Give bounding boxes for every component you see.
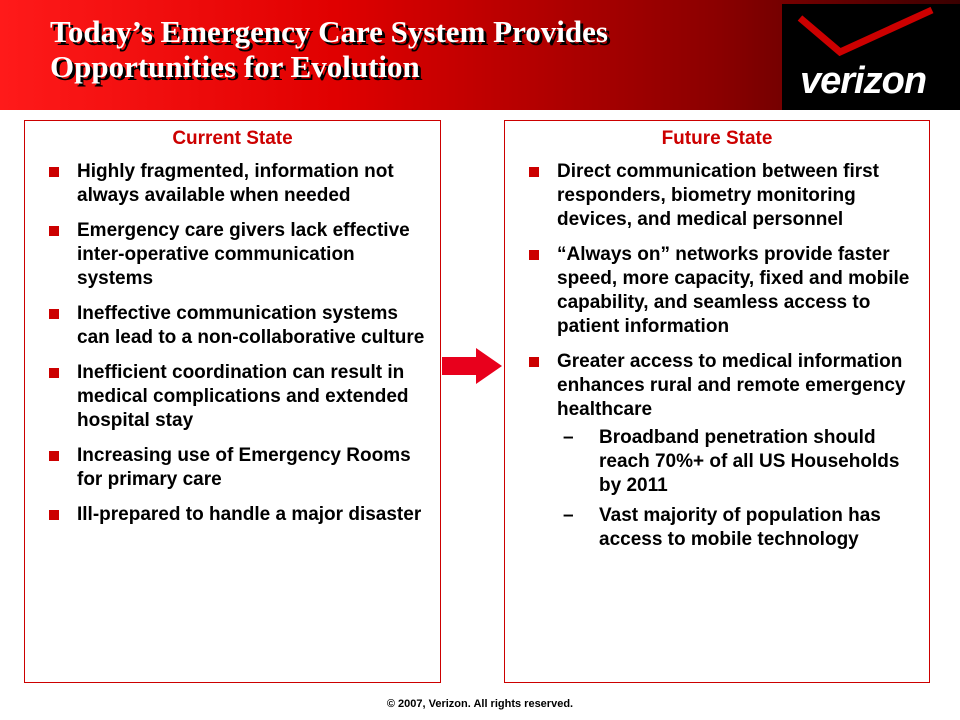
bullet-text: Direct communication between first responders, biometry monitoring devices, and medical personnel — [557, 161, 880, 230]
bullet-square-icon — [529, 357, 539, 367]
bullet-square-icon — [49, 226, 59, 236]
list-item — [505, 160, 929, 232]
sub-bullet-text: Broadband penetration should reach 70%+ of all US Households by 2011 — [599, 427, 900, 496]
bullet-text: Inefficient coordination can result in medical complications and extended hospital stay — [77, 362, 409, 431]
title-line-1: Today’s Emergency Care System Provides — [50, 14, 608, 49]
bullet-square-icon — [49, 167, 59, 177]
copyright-notice: © 2007, Verizon. All rights reserved. — [386, 698, 574, 710]
dash-marker: – — [563, 505, 574, 526]
current-state-list — [25, 160, 440, 527]
bullet-text: “Always on” networks provide faster speed, more capacity, fixed and mobile capability, and seamless access to patient information — [557, 244, 910, 337]
verizon-logo — [782, 4, 960, 110]
bullet-text: Emergency care givers lack effective inter-operative communication systems — [77, 220, 410, 289]
bullet-text: Highly fragmented, information not always available when needed — [77, 161, 394, 206]
title-line-2: Opportunities for Evolution — [50, 49, 420, 84]
future-state-title: Future State — [661, 128, 773, 149]
list-item — [505, 350, 929, 552]
slide-title — [50, 14, 790, 84]
bullet-text: Ineffective communication systems can lead to a non-collaborative culture — [77, 303, 425, 348]
list-item — [25, 444, 440, 492]
sub-list-item — [557, 426, 919, 498]
bullet-text: Ill-prepared to handle a major disaster — [77, 504, 422, 525]
current-state-title: Current State — [172, 128, 293, 149]
list-item — [25, 219, 440, 291]
list-item — [25, 302, 440, 350]
list-item — [25, 361, 440, 433]
list-item — [505, 243, 929, 339]
dash-marker: – — [563, 427, 574, 448]
list-item — [25, 503, 440, 527]
future-state-panel — [504, 120, 930, 683]
bullet-square-icon — [529, 250, 539, 260]
sub-bullet-text: Vast majority of population has access to mobile technology — [599, 505, 881, 550]
current-state-panel — [24, 120, 441, 683]
sub-list — [557, 426, 919, 552]
bullet-square-icon — [49, 309, 59, 319]
list-item — [25, 160, 440, 208]
sub-list-item — [557, 504, 919, 552]
right-arrow-icon — [440, 346, 504, 386]
logo-wordmark: verizon — [800, 60, 927, 102]
bullet-square-icon — [529, 167, 539, 177]
bullet-square-icon — [49, 510, 59, 520]
future-state-list — [505, 160, 929, 552]
bullet-square-icon — [49, 368, 59, 378]
title-banner — [0, 0, 960, 110]
bullet-text: Increasing use of Emergency Rooms for primary care — [77, 445, 411, 490]
bullet-text: Greater access to medical information enhances rural and remote emergency healthcare — [557, 351, 906, 420]
bullet-square-icon — [49, 451, 59, 461]
